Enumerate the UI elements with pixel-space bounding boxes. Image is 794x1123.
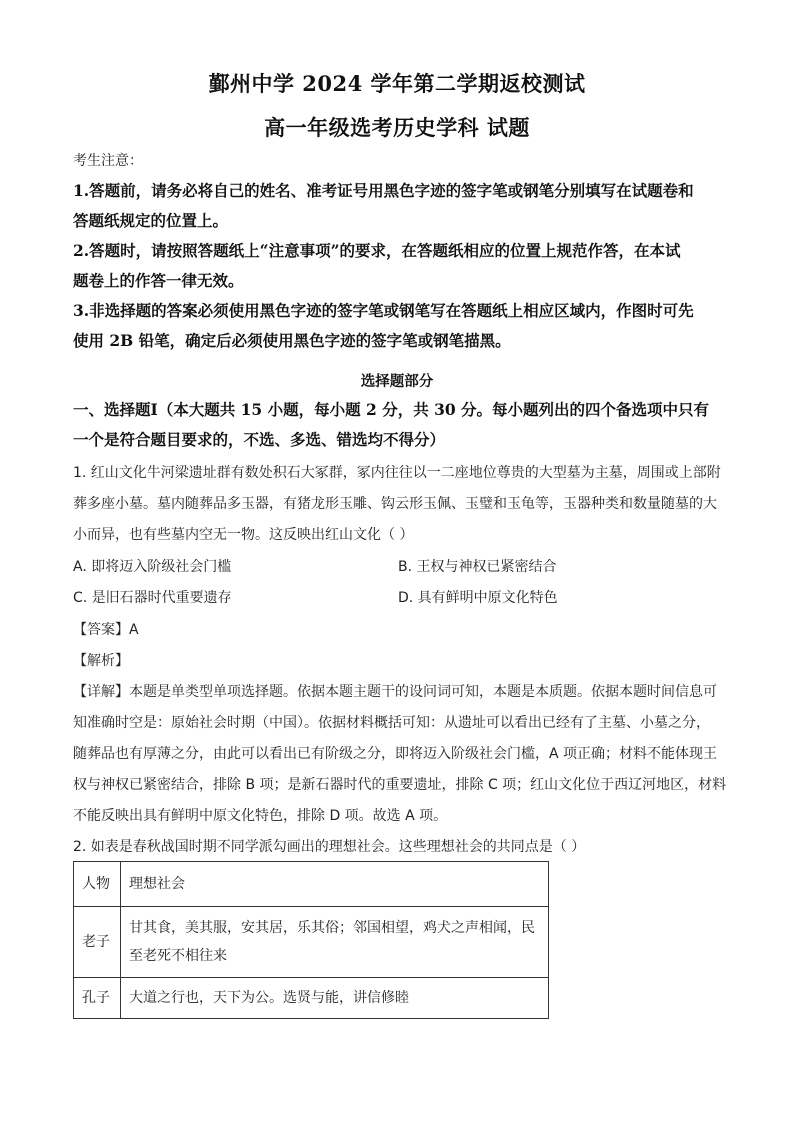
exam-subtitle: 高一年级选考历史学科 试题 xyxy=(264,115,530,140)
answer-value: A xyxy=(129,622,139,638)
q1-option-d: D. 具有鲜明中原文化特色 xyxy=(398,590,558,606)
q1-detail-line: 不能反映出具有鲜明中原文化特色，排除 D 项。故选 A 项。 xyxy=(73,808,448,824)
section-title: 选择题部分 xyxy=(360,373,434,390)
notice-line: 使用 2B 铅笔，确定后必须使用黑色字迹的签字笔或钢笔描黑。 xyxy=(73,331,511,350)
table-row xyxy=(74,907,549,978)
q1-answer xyxy=(73,619,139,639)
answer-tag: 【答案】 xyxy=(73,622,129,638)
notice-line: 2.答题时，请按照答题纸上“注意事项”的要求，在答题纸相应的位置上规范作答，在本试 xyxy=(73,241,681,260)
exam-title: 鄞州中学 2024 学年第二学期返校测试 xyxy=(208,71,586,96)
q2-stem: 2. 如表是春秋战国时期不同学派勾画出的理想社会。这些理想社会的共同点是（ ） xyxy=(73,839,586,855)
table-cell-ideal: 大道之行也，天下为公。选贤与能，讲信修睦 xyxy=(121,978,549,1019)
notice-line: 题卷上的作答一律无效。 xyxy=(73,271,244,290)
q1-detail-line: 知准确时空是：原始社会时期（中国）。依据材料概括可知：从遗址可以看出已经有了主墓、小墓之分， xyxy=(73,715,710,731)
notice-line: 1.答题前，请务必将自己的姓名、准考证号用黑色字迹的签字笔或钢笔分别填写在试题卷和 xyxy=(73,181,694,200)
q1-detail-line: 【详解】本题是单类型单项选择题。依据本题主题干的设问词可知，本题是本质题。依据本题时间信息可 xyxy=(73,684,717,700)
notice-line: 3.非选择题的答案必须使用黑色字迹的签字笔或钢笔写在答题纸上相应区域内，作图时可先 xyxy=(73,301,694,320)
q1-option-b: B. 王权与神权已紧密结合 xyxy=(398,559,557,575)
table-header-person: 人物 xyxy=(74,862,121,907)
notice-line: 答题纸规定的位置上。 xyxy=(73,211,229,230)
section-intro-line: 一、选择题Ⅰ（本大题共 15 小题，每小题 2 分，共 30 分。每小题列出的四个备选项中只有 xyxy=(73,400,710,419)
table-cell-line: 至老死不相往来 xyxy=(129,948,227,964)
notice-block xyxy=(73,176,725,356)
table-row xyxy=(74,978,549,1019)
section-intro xyxy=(73,395,725,455)
section-intro-line: 一个是符合题目要求的，不选、多选、错选均不得分） xyxy=(73,430,446,449)
table-header-ideal: 理想社会 xyxy=(121,862,549,907)
table-cell-person: 孔子 xyxy=(74,978,121,1019)
q1-detail-line: 权与神权已紧密结合，排除 B 项；是新石器时代的重要遗址，排除 C 项；红山文化位于西辽河地区，材料 xyxy=(73,777,727,793)
table-cell-ideal xyxy=(121,907,549,978)
table-cell-person: 老子 xyxy=(74,907,121,978)
q1-option-a: A. 即将迈入阶级社会门槛 xyxy=(73,559,232,575)
notice-heading: 考生注意： xyxy=(73,153,143,169)
q1-option-c: C. 是旧石器时代重要遗存 xyxy=(73,590,232,606)
q1-stem-line: 小而异，也有些墓内空无一物。这反映出红山文化（ ） xyxy=(73,527,414,543)
ideal-society-table xyxy=(73,861,549,1019)
q1-detail-line: 随葬品也有厚薄之分，由此可以看出已有阶级之分，即将迈入阶级社会门槛，A 项正确；材料不能体现王 xyxy=(73,746,718,762)
table-header-row xyxy=(74,862,549,907)
q1-stem-line: 1. 红山文化牛河梁遗址群有数处积石大冢群，冢内往往以一二座地位尊贵的大型墓为主墓，周围或上部附 xyxy=(73,465,721,481)
table-cell-line: 甘其食，美其服，安其居，乐其俗；邻国相望，鸡犬之声相闻，民 xyxy=(129,920,535,936)
q1-stem-line: 葬多座小墓。墓内随葬品多玉器，有猪龙形玉雕、钩云形玉佩、玉璧和玉龟等，玉器种类和数量随墓的大 xyxy=(73,496,717,512)
q1-analysis-tag: 【解析】 xyxy=(73,653,129,669)
